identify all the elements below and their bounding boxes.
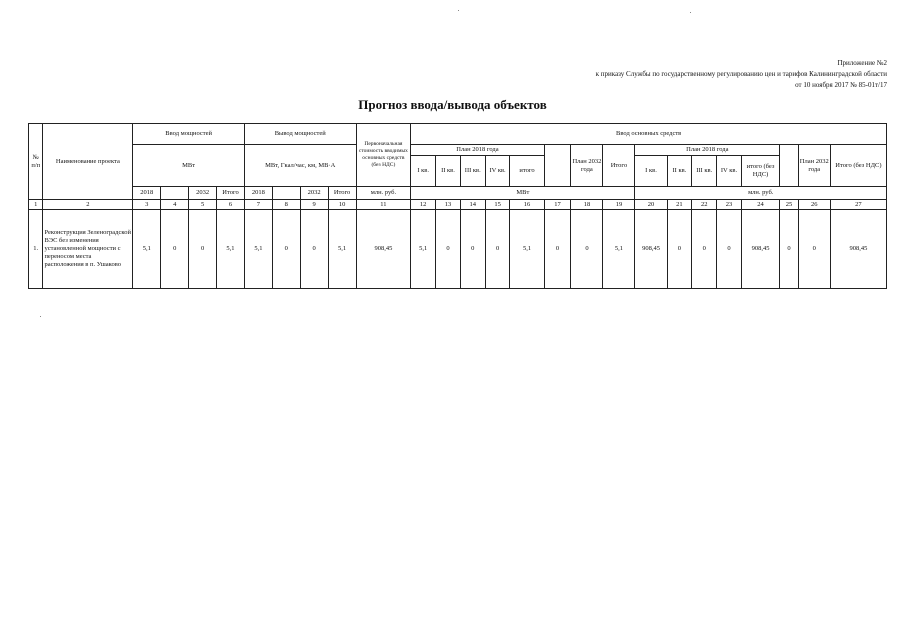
year-blank-out: [272, 187, 300, 200]
year-2018-in: 2018: [133, 187, 161, 200]
column-number: 24: [741, 200, 779, 210]
column-number: 20: [635, 200, 667, 210]
year-2032-in: 2032: [189, 187, 217, 200]
column-number: 13: [436, 200, 461, 210]
column-number: 8: [272, 200, 300, 210]
plan-2032-header: План 2032 года: [571, 145, 603, 187]
column-number: 14: [460, 200, 485, 210]
cell: 0: [161, 210, 189, 289]
plan-2018-header: План 2018 года: [411, 145, 544, 156]
cell: 0: [460, 210, 485, 289]
column-number: 6: [217, 200, 245, 210]
column-number: 18: [571, 200, 603, 210]
cell: 0: [717, 210, 742, 289]
q3-rub-header: III кв.: [692, 156, 717, 187]
row-num: 1.: [29, 210, 43, 289]
cell: 0: [272, 210, 300, 289]
q3-header: III кв.: [460, 156, 485, 187]
output-units: МВт, Гкал/час, км, МВ·А: [244, 145, 356, 187]
cell: 5,1: [217, 210, 245, 289]
col-num-header: № п/п: [29, 124, 43, 200]
column-number: 1: [29, 200, 43, 210]
column-number: 17: [544, 200, 571, 210]
year-blank-in: [161, 187, 189, 200]
column-number: 2: [43, 200, 133, 210]
column-number: 7: [244, 200, 272, 210]
cell: 908,45: [635, 210, 667, 289]
cell: 0: [571, 210, 603, 289]
total-in: Итого: [217, 187, 245, 200]
column-number: 22: [692, 200, 717, 210]
cell: 5,1: [411, 210, 436, 289]
total-lc-header: итого: [510, 156, 544, 187]
initial-cost-header: Первоначальная стоимость вводимых основных средств (без НДС): [356, 124, 411, 187]
q2-rub-header: II кв.: [667, 156, 692, 187]
column-number: 3: [133, 200, 161, 210]
scan-speck: [40, 316, 41, 317]
q4-header: IV кв.: [485, 156, 510, 187]
input-capacity-header: Ввод мощностей: [133, 124, 245, 145]
cell: 908,45: [356, 210, 411, 289]
cell: 5,1: [510, 210, 544, 289]
empty-17: [544, 145, 571, 187]
year-2018-out: 2018: [244, 187, 272, 200]
cell: 0: [692, 210, 717, 289]
column-number-row: [29, 200, 887, 210]
q4-rub-header: IV кв.: [717, 156, 742, 187]
empty-25: [780, 145, 799, 187]
attachment-line-1: Приложение №2: [837, 59, 887, 67]
column-number: 27: [830, 200, 886, 210]
column-number: 25: [780, 200, 799, 210]
cell: 5,1: [328, 210, 356, 289]
column-number: 4: [161, 200, 189, 210]
column-number: 19: [603, 200, 635, 210]
cell: 908,45: [830, 210, 886, 289]
column-number: 21: [667, 200, 692, 210]
plan-2018-header-rub: План 2018 года: [635, 145, 780, 156]
cell: 0: [189, 210, 217, 289]
q2-header: II кв.: [436, 156, 461, 187]
mw-unit: МВт: [411, 187, 635, 200]
attachment-line-2: к приказу Службы по государственному регулированию цен и тарифов Калининградской области: [595, 70, 887, 78]
mln-rub-unit: млн. руб.: [356, 187, 411, 200]
cell: 5,1: [244, 210, 272, 289]
column-number: 11: [356, 200, 411, 210]
total-header: Итого: [603, 145, 635, 187]
cell: 0: [544, 210, 571, 289]
forecast-table: [28, 123, 887, 289]
attachment-line-3: от 10 ноября 2017 № 85-01т/17: [795, 81, 887, 89]
table-row: [29, 210, 887, 289]
plan-2032-header-rub: План 2032 года: [798, 145, 830, 187]
cell: 0: [300, 210, 328, 289]
scan-speck: [690, 12, 691, 13]
cell: 0: [436, 210, 461, 289]
column-number: 5: [189, 200, 217, 210]
q1-rub-header: I кв.: [635, 156, 667, 187]
cell: 5,1: [133, 210, 161, 289]
year-2032-out: 2032: [300, 187, 328, 200]
cell: 0: [780, 210, 799, 289]
cell: 0: [667, 210, 692, 289]
total-out: Итого: [328, 187, 356, 200]
column-number: 26: [798, 200, 830, 210]
cell: 0: [485, 210, 510, 289]
q1-header: I кв.: [411, 156, 436, 187]
column-number: 16: [510, 200, 544, 210]
column-number: 23: [717, 200, 742, 210]
cell: 908,45: [741, 210, 779, 289]
attachment-note: [596, 58, 887, 91]
output-capacity-header: Вывод мощностей: [244, 124, 356, 145]
cell: 0: [798, 210, 830, 289]
page-title: Прогноз ввода/вывода объектов: [358, 97, 547, 112]
cell: 5,1: [603, 210, 635, 289]
total-no-vat-header: Итого (без НДС): [830, 145, 886, 187]
row-project-name: Реконструкция Зеленоградской ВЭС без изменения установленной мощности с переносом места расположения в п. Ушаково: [43, 210, 133, 289]
column-number: 12: [411, 200, 436, 210]
scan-speck: [458, 10, 459, 11]
col-project-header: Наименование проекта: [43, 124, 133, 200]
column-number: 9: [300, 200, 328, 210]
total-rub-header: итого (без НДС): [741, 156, 779, 187]
mln-rub-unit-2: млн. руб.: [635, 187, 887, 200]
column-number: 10: [328, 200, 356, 210]
input-units: МВт: [133, 145, 245, 187]
column-number: 15: [485, 200, 510, 210]
fixed-assets-header: Ввод основных средств: [411, 124, 887, 145]
